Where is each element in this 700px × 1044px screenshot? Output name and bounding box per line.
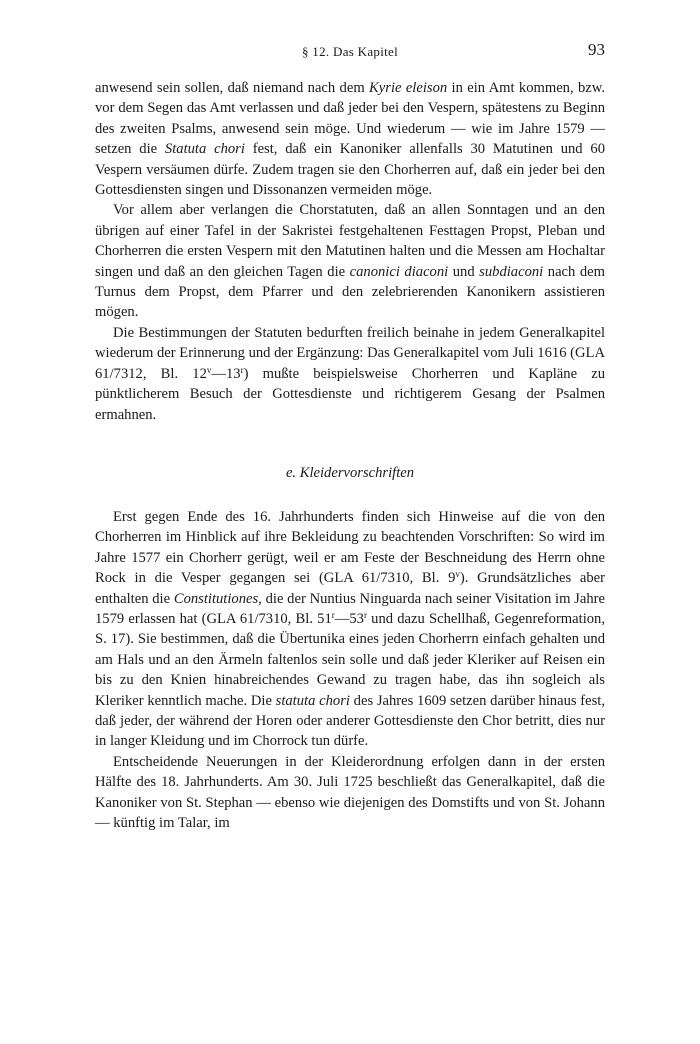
text-run: ). Grundsätzliches aber enthalten die bbox=[95, 570, 606, 607]
italic-text: canonici diaconi bbox=[349, 263, 449, 280]
superscript-text: r bbox=[240, 364, 244, 375]
text-run: Erst gegen Ende des 16. Jahrhunderts finden sich Hinweise auf die von den Chorherren im Hinblick auf ihre Bekleidung zu beachtenden Vorschriften: So wird im Jahre 1577 ein Chorherr gerügt, weil er am Feste der Beschneidung des Herrn ohne Rock in die Vesper gegangen sei (GLA 61/7310, Bl. 9 bbox=[95, 508, 605, 587]
text-run: —53 bbox=[334, 610, 364, 627]
superscript-text: v bbox=[455, 569, 460, 580]
paragraph bbox=[95, 323, 605, 425]
text-run: nach dem Turnus dem Propst, dem Pfarrer und den zelebrierenden Kanonikern assistieren mögen. bbox=[95, 263, 605, 321]
paragraph bbox=[95, 78, 605, 200]
text-run: Die Bestimmungen der Statuten bedurften freilich beinahe in jedem Generalkapitel wiederum der Erinnerung und der Ergänzung: Das Generalkapitel vom Juli 1616 (GLA 61/7312, Bl. 12 bbox=[95, 324, 605, 382]
text-run: Vor allem aber verlangen die Chorstatuten, daß an allen Sonntagen und an den übrigen auf einer Tafel in der Sakristei festgehaltenen Festtagen Propst, Pleban und Chorherren die ersten Vespern mit den Matutinen halten und die Messen am Hochaltar singen und daß an den gleichen Tagen die bbox=[95, 202, 605, 280]
italic-text: Constitutiones, bbox=[173, 590, 262, 607]
paragraph bbox=[95, 507, 605, 752]
superscript-text: v bbox=[206, 364, 212, 375]
italic-text: Statuta chori bbox=[164, 141, 245, 158]
italic-text: subdiaconi bbox=[479, 263, 544, 280]
running-title: § 12. Das Kapitel bbox=[301, 44, 399, 59]
page-number: 93 bbox=[588, 40, 605, 59]
text-run: und bbox=[448, 263, 480, 280]
italic-text: Kyrie eleison bbox=[369, 80, 448, 96]
running-head bbox=[95, 40, 605, 64]
text-run: —13 bbox=[211, 365, 241, 382]
italic-text: statuta chori bbox=[275, 692, 350, 709]
text-run: fest, daß ein Kanoniker allenfalls 30 Matutinen und 60 Vespern versäumen dürfe. Zudem tragen sie den Chorherren auf, daß ein jeder bei den Gottesdiensten singen und Dissonanzen vermeiden möge. bbox=[95, 141, 605, 199]
section-heading bbox=[95, 463, 605, 483]
text-run: und dazu Schellhaß, Gegenreformation, S. 17). Sie bestimmen, daß die Übertunika eines jeden Chorherrn einfach gehalten und am Hals und an den Ärmeln faltenlos sein solle und daß jeder Kleriker auf Reisen ein bis zu den Knien hinabreichendes Gewand zu tragen habe, das ihn sogleich als Kleriker kenntlich mache. Die bbox=[95, 610, 605, 709]
text-run: in ein Amt kommen, bzw. vor dem Segen das Amt verlassen und daß jeder bei den Vespern, spätestens zu Beginn des zweiten Psalms, anwesend sein möge. Und wiederum — wie im Jahre 1579 — setzen die bbox=[95, 80, 606, 158]
text-run: Entscheidende Neuerungen in der Kleiderordnung erfolgen dann in der ersten Hälfte des 18. Jahrhunderts. Am 30. Juli 1725 beschließt das Generalkapitel, daß die Kanoniker von St. Stephan — ebenso wie diejenigen des Domstifts und von St. Johann — künftig im Talar, im bbox=[95, 753, 605, 831]
text-run: die der Nuntius Ninguarda nach seiner Visitation im Jahre 1579 erlassen hat (GLA 61/7310, Bl. 51 bbox=[95, 590, 605, 627]
page-body bbox=[95, 78, 605, 833]
text-run: anwesend sein sollen, daß niemand nach dem bbox=[95, 80, 370, 96]
superscript-text: r bbox=[363, 609, 367, 620]
text-run: e. Kleidervorschriften bbox=[285, 464, 415, 481]
paragraph bbox=[95, 752, 605, 834]
text-run: des Jahres 1609 setzen darüber hinaus fest, daß jeder, der während der Horen oder anderer Gottesdienste den Chor betritt, dies nur in langer Kleidung und im Chorrock tun dürfe. bbox=[95, 692, 606, 750]
text-run: ) mußte beispielsweise Chorherren und Kapläne zu pünktlicherem Besuch der Gottesdienste und richtigerem Gesang der Psalmen ermahnen. bbox=[95, 365, 605, 423]
superscript-text: r bbox=[331, 609, 335, 620]
paragraph bbox=[95, 200, 605, 322]
